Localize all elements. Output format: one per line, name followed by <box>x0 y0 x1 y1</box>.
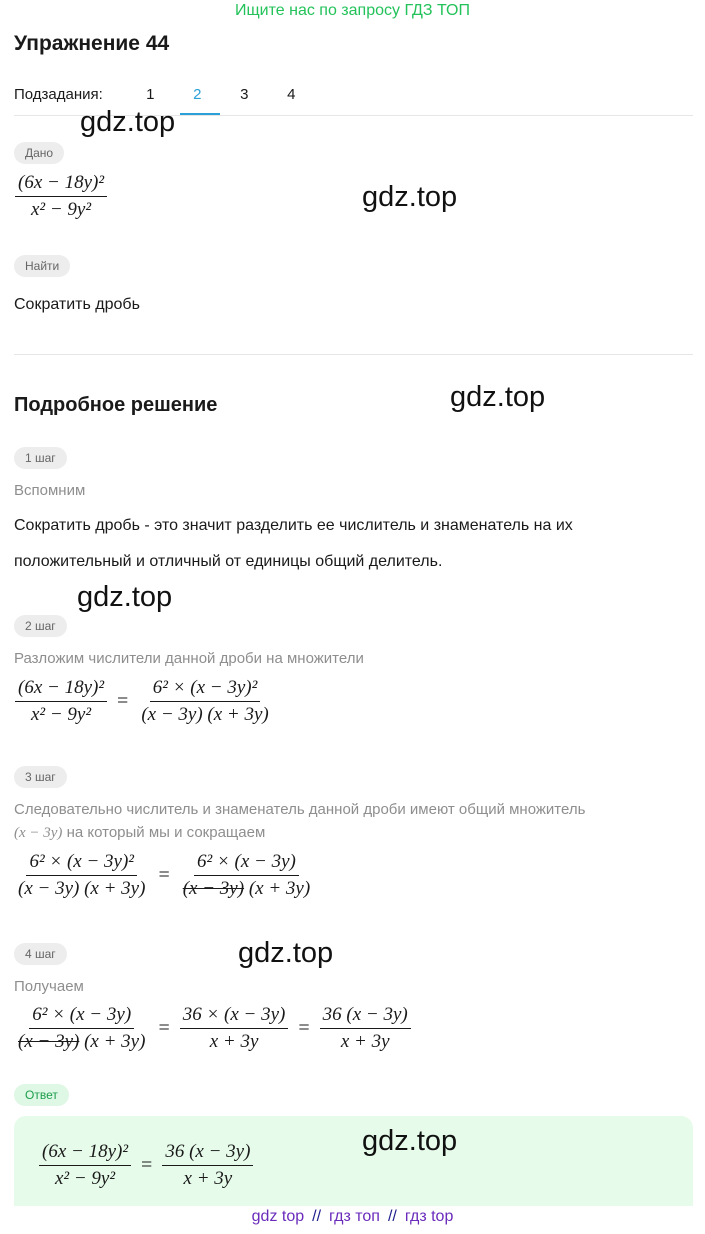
answer-lhs-denominator: x² − 9y² <box>54 1168 116 1189</box>
step-3-caption-line-2 <box>14 824 265 842</box>
equals-sign: = <box>141 1154 153 1176</box>
step-4-f3-denominator: x + 3y <box>340 1031 390 1052</box>
equals-sign: = <box>158 1017 170 1039</box>
step-1-text-line-1: Сократить дробь - это значит разделить ее числитель и знаменатель на их <box>14 517 573 534</box>
step-2-rhs-numerator: 6² × (x − 3y)² <box>150 676 261 702</box>
step-3-lhs-numerator: 6² × (x − 3y)² <box>26 850 137 876</box>
top-banner-link[interactable]: Ищите нас по запросу ГДЗ ТОП <box>235 2 470 19</box>
subtasks-nav <box>14 86 315 103</box>
step-1-text-line-2: положительный и отличный от единицы общий делитель. <box>14 553 443 570</box>
given-fraction <box>12 171 110 222</box>
equals-sign: = <box>117 690 129 712</box>
watermark: gdz.top <box>450 381 546 413</box>
watermark: gdz.top <box>80 106 176 138</box>
step-4-caption: Получаем <box>14 978 84 995</box>
solution-title: Подробное решение <box>14 394 218 416</box>
step-4-f2-denominator: x + 3y <box>209 1031 259 1052</box>
step-2-rhs-denominator: (x − 3y) (x + 3y) <box>141 704 269 725</box>
step-3-caption-line-1: Следовательно числитель и знаменатель данной дроби имеют общий множитель <box>14 801 586 818</box>
answer-badge: Ответ <box>14 1084 69 1106</box>
footer-link-gdz-top[interactable]: gdz top <box>251 1208 305 1225</box>
step-4-f2-numerator: 36 × (x − 3y) <box>180 1003 289 1029</box>
given-badge: Дано <box>14 142 64 164</box>
step-3-lhs-denominator: (x − 3y) (x + 3y) <box>18 878 146 899</box>
step-4-f3-numerator: 36 (x − 3y) <box>320 1003 411 1029</box>
step-3-equation <box>12 850 316 901</box>
footer-separator: // <box>387 1208 397 1225</box>
equals-sign: = <box>158 864 170 886</box>
find-badge: Найти <box>14 255 70 277</box>
step-1-badge: 1 шаг <box>14 447 67 469</box>
watermark: gdz.top <box>362 181 458 213</box>
divider <box>14 354 693 355</box>
step-4-equation <box>12 1003 414 1054</box>
tab-subtask-4[interactable]: 4 <box>287 86 296 103</box>
find-text: Сократить дробь <box>14 296 140 313</box>
page-title: Упражнение 44 <box>14 32 170 55</box>
answer-rhs-numerator: 36 (x − 3y) <box>162 1140 253 1166</box>
step-4-f1-denominator-rest: (x + 3y) <box>79 1031 146 1052</box>
given-denominator: x² − 9y² <box>30 199 92 220</box>
step-3-rhs-denominator-rest: (x + 3y) <box>244 878 311 899</box>
watermark: gdz.top <box>238 937 334 969</box>
answer-lhs-numerator: (6x − 18y)² <box>39 1140 131 1166</box>
step-3-rhs-numerator: 6² × (x − 3y) <box>194 850 299 876</box>
watermark: gdz.top <box>362 1125 458 1157</box>
step-3-caption-tail: на который мы и сокращаем <box>62 824 266 841</box>
cancelled-factor: (x − 3y) <box>18 1031 80 1052</box>
watermark: gdz.top <box>77 581 173 613</box>
cancelled-factor: (x − 3y) <box>182 878 245 899</box>
step-2-caption: Разложим числители данной дроби на множители <box>14 650 364 667</box>
footer-link-gdz-top-mixed[interactable]: гдз top <box>404 1208 454 1225</box>
answer-rhs-denominator: x + 3y <box>183 1168 233 1189</box>
footer-links <box>0 1208 705 1226</box>
tab-subtask-2[interactable]: 2 <box>193 86 202 103</box>
step-2-lhs-denominator: x² − 9y² <box>30 704 92 725</box>
equals-sign: = <box>298 1017 310 1039</box>
footer-link-gdz-top-ru[interactable]: гдз топ <box>329 1208 380 1225</box>
subtasks-label: Подзадания: <box>14 86 103 103</box>
common-factor: (x − 3y) <box>14 825 63 841</box>
step-2-badge: 2 шаг <box>14 615 67 637</box>
given-numerator: (6x − 18y)² <box>15 171 107 197</box>
footer-separator: // <box>312 1208 322 1225</box>
answer-equation <box>36 1140 256 1191</box>
tab-subtask-3[interactable]: 3 <box>240 86 249 103</box>
step-2-equation <box>12 676 275 727</box>
step-2-lhs-numerator: (6x − 18y)² <box>15 676 107 702</box>
tab-subtask-1[interactable]: 1 <box>146 86 155 103</box>
step-4-f1-numerator: 6² × (x − 3y) <box>29 1003 134 1029</box>
step-4-badge: 4 шаг <box>14 943 67 965</box>
step-1-caption: Вспомним <box>14 482 86 499</box>
step-3-badge: 3 шаг <box>14 766 67 788</box>
